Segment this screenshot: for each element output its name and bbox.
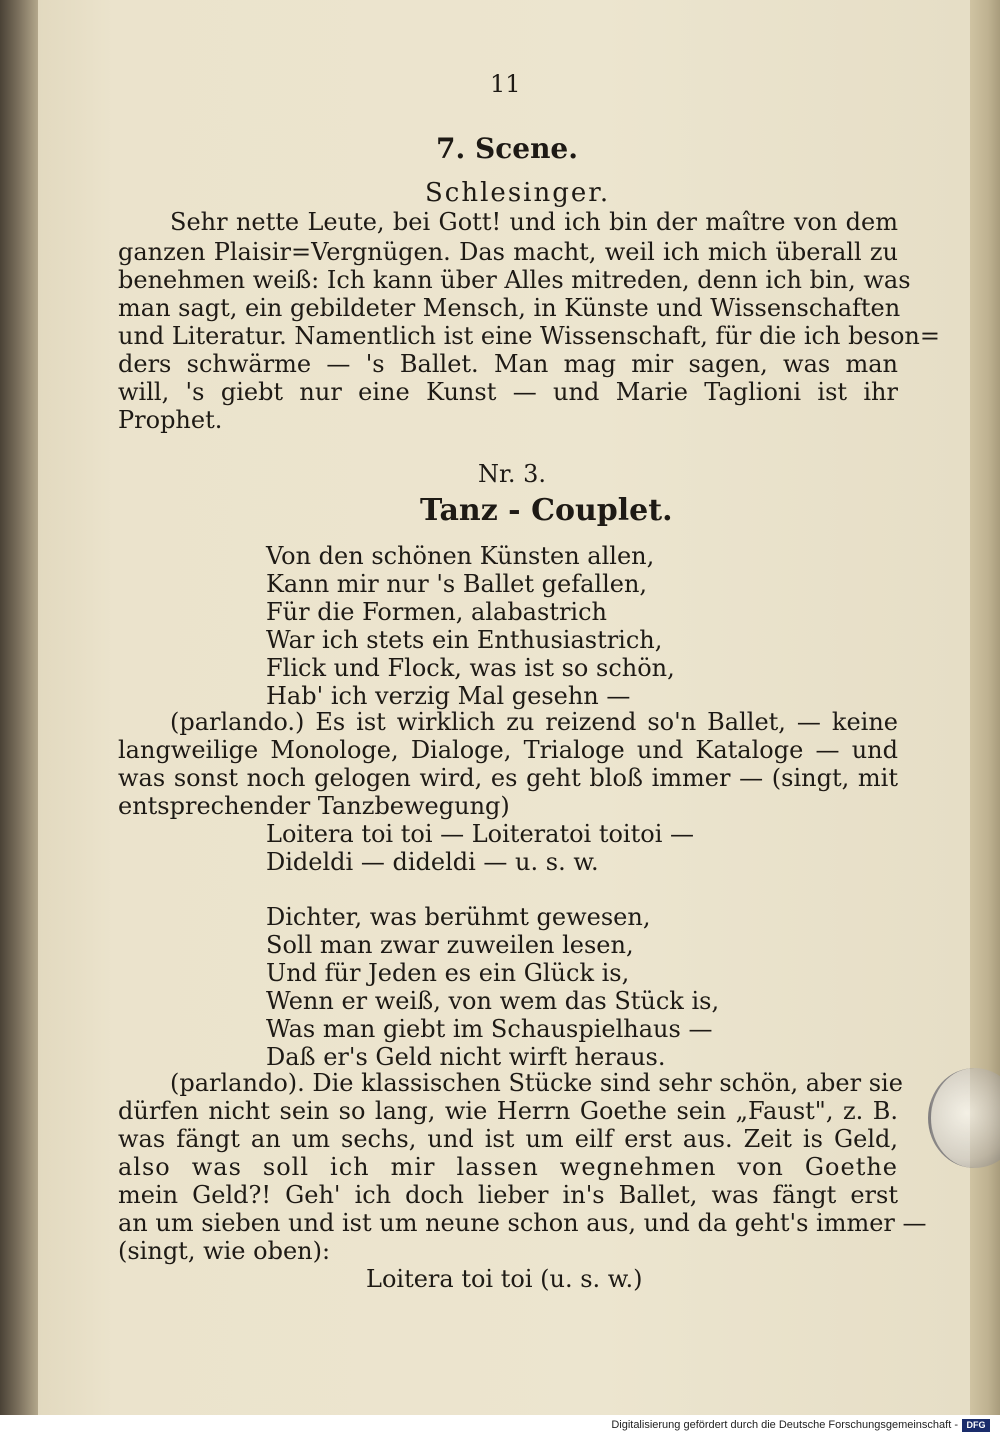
parlando-line: also was soll ich mir lassen wegnehmen von Goethe [118,1153,898,1181]
refrain-line: Loitera toi toi — Loiteratoi toitoi — [266,820,695,848]
verse-line: Daß er's Geld nicht wirft heraus. [266,1043,666,1071]
scene-heading: 7. Scene. [436,132,578,165]
speech-line: Prophet. [118,406,223,434]
song-number: Nr. 3. [478,460,546,488]
page-number: 11 [490,70,521,98]
verse-line: Von den schönen Künsten allen, [266,542,655,570]
speaker-name: Schlesinger. [425,178,611,208]
verse-line: Kann mir nur 's Ballet gefallen, [266,570,648,598]
refrain-line: Loitera toi toi (u. s. w.) [366,1265,643,1293]
parlando-line: langweilige Monologe, Dialoge, Trialoge und Kataloge — und [118,736,898,764]
verse-line: Wenn er weiß, von wem das Stück is, [266,987,720,1015]
parlando-line: (singt, wie oben): [118,1237,331,1265]
parlando-line: (parlando.) Es ist wirklich zu reizend so'n Ballet, — keine [170,708,898,736]
parlando-line: dürfen nicht sein so lang, wie Herrn Goethe sein „Faust", z. B. [118,1097,898,1125]
verse-line: Soll man zwar zuweilen lesen, [266,931,634,959]
parlando-line: was fängt an um sechs, und ist um eilf erst aus. Zeit is Geld, [118,1125,898,1153]
verse-line: War ich stets ein Enthusiastrich, [266,626,663,654]
speech-line: ders schwärme — 's Ballet. Man mag mir sagen, was man [118,350,898,378]
parlando-line: was sonst noch gelogen wird, es geht bloß immer — (singt, mit [118,764,898,792]
verse-line: Flick und Flock, was ist so schön, [266,654,675,682]
speech-line: Sehr nette Leute, bei Gott! und ich bin der maître von dem [170,208,898,236]
verse-line: Für die Formen, alabastrich [266,598,607,626]
speech-line: benehmen weiß: Ich kann über Alles mitreden, denn ich bin, was [118,266,911,294]
song-title: Tanz - Couplet. [420,493,673,528]
verse-line: Dichter, was berühmt gewesen, [266,903,651,931]
verse-line: Und für Jeden es ein Glück is, [266,959,630,987]
refrain-line: Dideldi — dideldi — u. s. w. [266,848,599,876]
parlando-line: (parlando). Die klassischen Stücke sind sehr schön, aber sie [170,1069,903,1097]
parlando-line: mein Geld?! Geh' ich doch lieber in's Ballet, was fängt erst [118,1181,898,1209]
speech-line: ganzen Plaisir=Vergnügen. Das macht, weil ich mich überall zu [118,238,898,266]
speech-line: man sagt, ein gebildeter Mensch, in Künste und Wissenschaften [118,294,901,322]
speech-line: will, 's giebt nur eine Kunst — und Marie Taglioni ist ihr [118,378,898,406]
page-edge-right [970,0,1000,1415]
gutter-edge [0,0,40,1415]
verse-line: Was man giebt im Schauspielhaus — [266,1015,713,1043]
footer-credit: Digitalisierung gefördert durch die Deutsche Forschungsgemeinschaft - [611,1419,958,1431]
parlando-line: entsprechender Tanzbewegung) [118,792,510,820]
dfg-logo: DFG [962,1419,990,1432]
verse-line: Hab' ich verzig Mal gesehn — [266,682,631,710]
parlando-line: an um sieben und ist um neune schon aus, und da geht's immer — [118,1209,927,1237]
speech-line: und Literatur. Namentlich ist eine Wissenschaft, für die ich beson= [118,322,940,350]
